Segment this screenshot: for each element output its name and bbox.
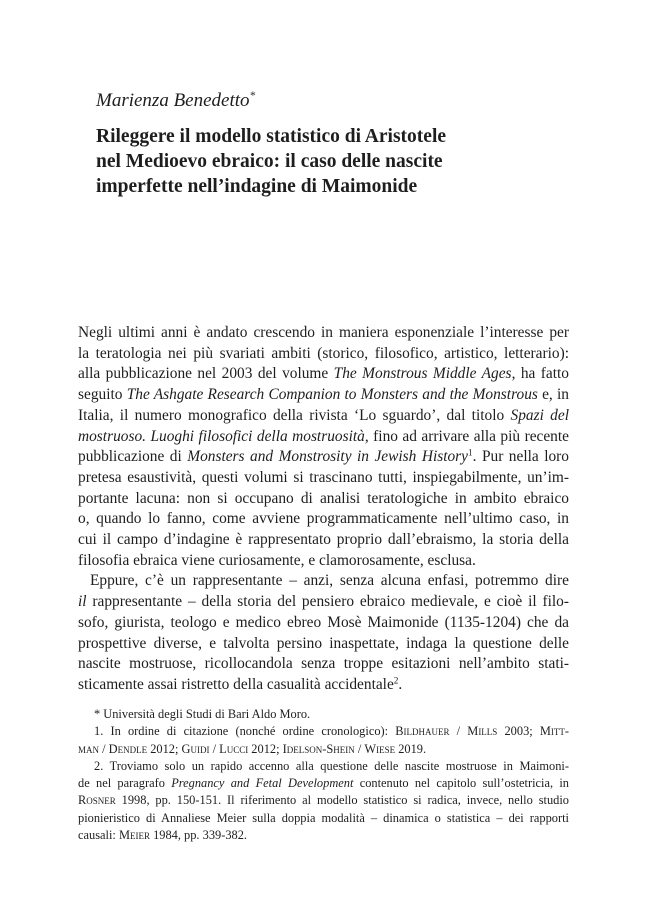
book-title: Monsters and Monstrosity in Jewish History <box>187 448 468 466</box>
book-title: The Ashgate Research Companion to Monsters and the Monstrous <box>126 386 538 404</box>
emphasis: il <box>78 593 87 611</box>
body-line: pubblicazione di Monsters and Monstrosity in Jewish History$^1$. Pur nella loro <box>78 447 569 466</box>
footnotes <box>78 706 569 844</box>
affiliation-mark: * <box>249 90 256 103</box>
article-title <box>96 124 446 199</box>
body-line: portante lacuna: non si occupano di analisi teratologiche in ambito ebraico <box>78 489 569 507</box>
footnote-2: 2. Troviamo solo un rapido accenno alla questione delle nascite mostruose in Maimoni- <box>94 758 569 773</box>
footnote-2-cont: Rosner 1998, pp. 150-151. Il riferimento al modello statistico si radica, invece, nello studio <box>78 793 569 808</box>
book-title: Spazi del <box>510 406 569 424</box>
body-line: sticamente assai ristretto della casualità accidentale$^2$. <box>78 675 403 693</box>
title-line: imperfette nell’indagine di Maimonide <box>96 176 418 197</box>
body-line: la teratologia nei più svariati ambiti (storico, filosofico, artistico, letterario): <box>78 344 569 362</box>
body-line: il rappresentante – della storia del pensiero ebraico medievale, e cioè il filo- <box>78 593 569 611</box>
body-line: Italia, il numero monografico della rivista ‘Lo sguardo’, dal titolo Spazi del <box>78 406 569 424</box>
body-line: alla pubblicazione nel 2003 del volume The Monstrous Middle Ages, ha fatto <box>78 365 569 383</box>
body-line: seguito The Ashgate Research Companion to Monsters and the Monstrous e, in <box>78 386 569 404</box>
body-line: filosofia ebraica viene curiosamente, e clamorosamente, esclusa. <box>78 551 476 569</box>
footnote-2-cont: pionieristico di Annaliese Meier sulla doppia modalità – dinamica o statistica – dei rapporti <box>78 810 569 825</box>
cited-author: Meier <box>118 828 150 843</box>
body-line: prospettive diverse, e talvolta persino inaspettate, indaga la questione delle <box>78 634 569 652</box>
cited-author: Rosner <box>78 793 116 808</box>
footnote-affiliation: * Università degli Studi di Bari Aldo Moro. <box>94 707 311 721</box>
body-line: cui il campo d’indagine è rappresentato proprio dall’ebraismo, la storia della <box>78 531 569 549</box>
footnote-ref[interactable]: 1 <box>468 447 473 458</box>
book-title: Pregnancy and Fetal Development <box>171 776 354 791</box>
footnote-1: 1. In ordine di citazione (nonché ordine cronologico): Bildhauer / Mills 2003; Mitt- <box>94 724 569 739</box>
author-text: Marienza Benedetto <box>96 90 250 111</box>
title-line: nel Medioevo ebraico: il caso delle nascite <box>96 151 443 172</box>
body-text <box>78 323 569 696</box>
cited-author: Wiese <box>364 741 396 756</box>
body-line: Eppure, c’è un rappresentante – anzi, senza alcuna enfasi, potremmo dire <box>90 572 569 590</box>
author-name <box>96 90 255 112</box>
cited-author: Dendle <box>108 741 148 756</box>
cited-author: Bildhauer <box>395 724 450 739</box>
body-line: nascite mostruose, ricollocandola senza troppe esitazioni nell’ambito stati- <box>78 655 569 673</box>
book-title: mostruoso. Luoghi filosofici della mostruosità <box>78 427 365 445</box>
cited-author: Guidi <box>181 741 210 756</box>
body-line: mostruoso. Luoghi filosofici della mostruosità, fino ad arrivare alla più recente <box>78 427 569 445</box>
book-title: The Monstrous Middle Ages <box>333 365 512 383</box>
cited-author: Lucci <box>219 741 249 756</box>
footnote-2-cont: de nel paragrafo Pregnancy and Fetal Development contenuto nel capitolo sull’ostetricia, in <box>78 776 569 791</box>
footnote-ref[interactable]: 2 <box>393 675 399 686</box>
cited-author: man <box>78 741 100 756</box>
cited-author: Idelson-Shein <box>282 741 355 756</box>
title-line: Rileggere il modello statistico di Aristotele <box>96 126 447 147</box>
body-line: sofo, giurista, teologo e medico ebreo Mosè Maimonide (1135-1204) che da <box>78 613 569 631</box>
cited-author: Mills <box>467 724 498 739</box>
footnote-2-cont: causali: Meier 1984, pp. 339-382. <box>78 828 248 843</box>
body-line: pretesa esaustività, questi volumi si trascinano tutti, inspiegabilmente, un’im- <box>78 468 569 486</box>
body-line: Negli ultimi anni è andato crescendo in maniera esponenziale l’interesse per <box>78 324 569 341</box>
body-line: o, quando lo fanno, come avviene programmaticamente nell’ultimo caso, in <box>78 510 569 528</box>
footnote-1-cont: man / Dendle 2012; Guidi / Lucci 2012; Idelson-Shein / Wiese 2019. <box>78 741 427 756</box>
cited-author: Mitt- <box>539 724 569 739</box>
